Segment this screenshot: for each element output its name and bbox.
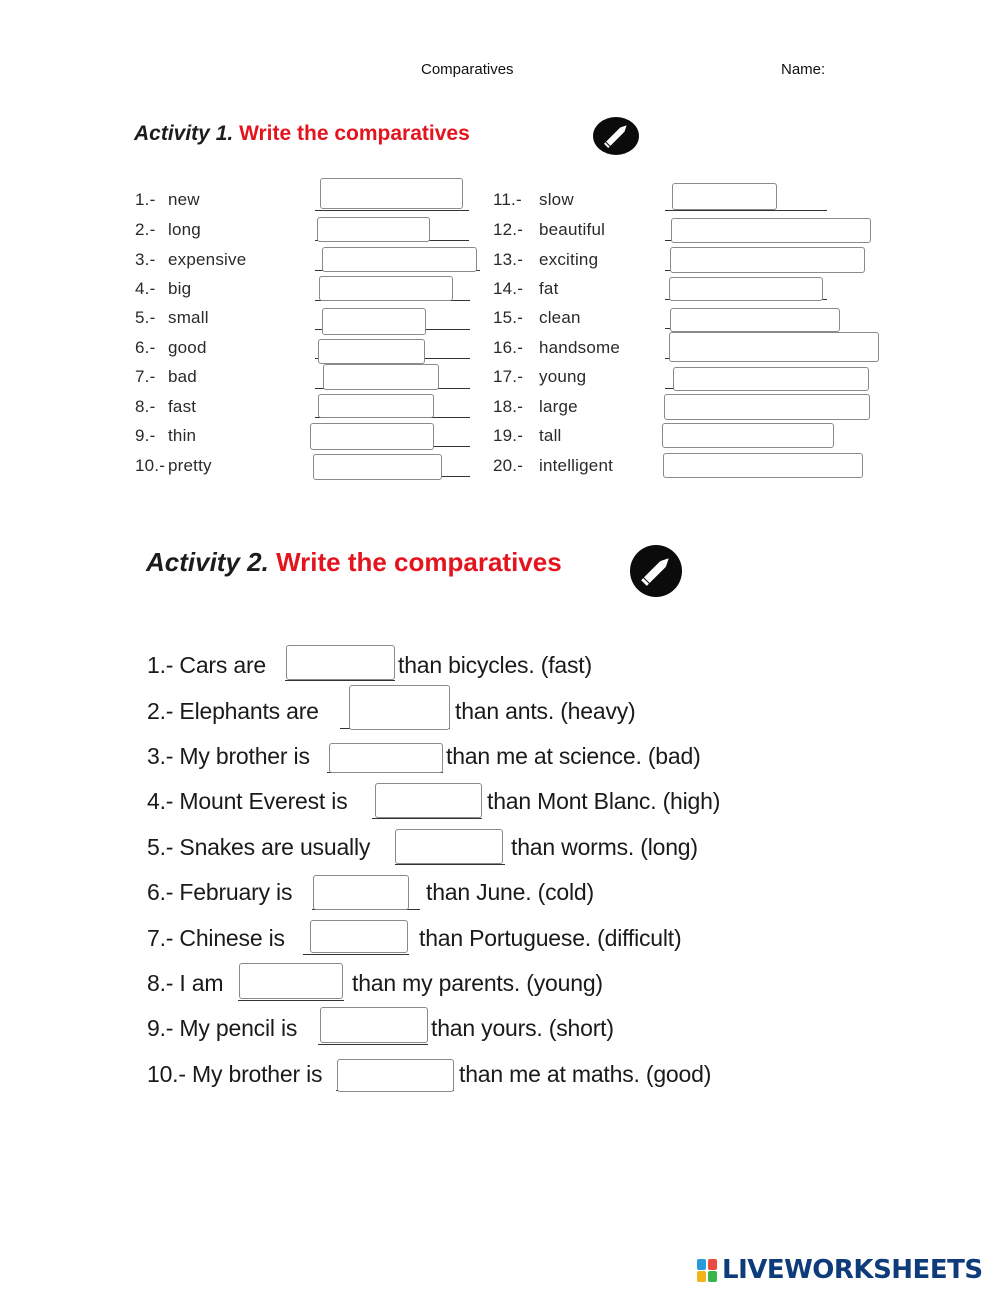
activity2-sentence-end: than June. (cold): [426, 879, 594, 905]
activity1-item-number: 8.-: [135, 397, 156, 416]
answer-underline: [238, 1000, 344, 1001]
activity1-heading: [134, 122, 470, 146]
activity1-item-number: 18.-: [493, 397, 524, 416]
answer-underline: [372, 818, 482, 819]
liveworksheets-logo-icon: [697, 1257, 719, 1283]
activity1-answer-input[interactable]: [313, 454, 442, 480]
activity1-item-word: good: [168, 338, 207, 357]
activity1-item-number: 3.-: [135, 250, 156, 269]
activity1-answer-input[interactable]: [322, 308, 426, 335]
activity1-item-word: slow: [539, 190, 574, 209]
activity2-sentence-start: 2.- Elephants are: [147, 698, 319, 724]
answer-underline: [303, 954, 409, 955]
activity1-item-word: tall: [539, 426, 562, 445]
activity1-answer-input[interactable]: [320, 178, 463, 209]
activity2-sentence-end: than Portuguese. (difficult): [419, 925, 682, 951]
activity2-answer-input[interactable]: [313, 875, 409, 910]
activity1-answer-input[interactable]: [317, 217, 430, 242]
activity2-answer-input[interactable]: [329, 743, 443, 773]
activity1-answer-input[interactable]: [322, 247, 477, 272]
answer-underline: [315, 210, 469, 211]
activity1-item-word: young: [539, 367, 587, 386]
activity1-item-word: fast: [168, 397, 197, 416]
activity2-answer-input[interactable]: [320, 1007, 428, 1043]
activity2-sentence-start: 4.- Mount Everest is: [147, 788, 348, 814]
activity1-item-word: bad: [168, 367, 197, 386]
activity2-label: Activity 2.: [146, 547, 269, 577]
activity1-item-number: 10.-: [135, 456, 166, 475]
liveworksheets-brand: LIVEWORKSHEETS: [722, 1255, 983, 1285]
activity2-sentence-end: than yours. (short): [431, 1015, 614, 1041]
activity2-sentence-end: than ants. (heavy): [455, 698, 636, 724]
activity1-answer-input[interactable]: [669, 332, 879, 362]
activity1-answer-input[interactable]: [319, 276, 453, 301]
activity1-item-number: 20.-: [493, 456, 524, 475]
activity1-answer-input[interactable]: [310, 423, 434, 450]
activity1-answer-input[interactable]: [673, 367, 869, 391]
activity1-item-number: 12.-: [493, 220, 524, 239]
activity2-heading: [146, 547, 562, 578]
activity1-item-word: beautiful: [539, 220, 606, 239]
activity2-sentence-end: than me at science. (bad): [446, 743, 701, 769]
answer-underline: [285, 680, 395, 681]
activity2-sentence-start: 10.- My brother is: [147, 1061, 323, 1087]
pencil-icon: [630, 545, 682, 597]
activity1-item-word: long: [168, 220, 201, 239]
activity1-item-number: 15.-: [493, 308, 524, 327]
activity2-sentence-end: than worms. (long): [511, 834, 698, 860]
activity1-answer-input[interactable]: [669, 277, 823, 301]
activity2-answer-input[interactable]: [239, 963, 343, 999]
activity1-item-number: 1.-: [135, 190, 156, 209]
activity2-answer-input[interactable]: [349, 685, 450, 730]
activity1-label: Activity 1.: [134, 122, 234, 145]
activity2-sentence-end: than Mont Blanc. (high): [487, 788, 721, 814]
activity2-answer-input[interactable]: [375, 783, 482, 818]
activity1-item-word: pretty: [168, 456, 212, 475]
activity1-answer-input[interactable]: [318, 339, 425, 364]
activity1-item-word: handsome: [539, 338, 620, 357]
activity1-item-number: 4.-: [135, 279, 156, 298]
activity2-sentence-end: than my parents. (young): [352, 970, 603, 996]
activity1-item-word: exciting: [539, 250, 599, 269]
activity2-sentence-start: 7.- Chinese is: [147, 925, 285, 951]
activity1-item-word: big: [168, 279, 192, 298]
activity1-item-number: 2.-: [135, 220, 156, 239]
liveworksheets-logo: [697, 1254, 983, 1286]
activity1-item-word: intelligent: [539, 456, 614, 475]
activity2-sentence-start: 5.- Snakes are usually: [147, 834, 371, 860]
activity2-sentence-start: 3.- My brother is: [147, 743, 310, 769]
activity1-item-word: small: [168, 308, 209, 327]
activity1-item-number: 14.-: [493, 279, 524, 298]
activity2-instruction: Write the comparatives: [276, 547, 562, 577]
activity1-answer-input[interactable]: [323, 364, 439, 390]
activity1-item-word: new: [168, 190, 200, 209]
activity1-answer-input[interactable]: [662, 423, 834, 448]
page-title: Comparatives: [421, 61, 514, 78]
activity2-sentence-start: 9.- My pencil is: [147, 1015, 298, 1041]
answer-underline: [318, 1044, 428, 1045]
activity1-item-word: large: [539, 397, 578, 416]
activity2-sentence-start: 8.- I am: [147, 970, 224, 996]
activity1-item-number: 7.-: [135, 367, 156, 386]
activity1-item-word: thin: [168, 426, 197, 445]
activity2-answer-input[interactable]: [310, 920, 408, 953]
activity1-item-word: clean: [539, 308, 581, 327]
pencil-icon: [593, 117, 639, 155]
name-label: Name:: [781, 61, 826, 78]
activity2-answer-input[interactable]: [395, 829, 503, 864]
activity2-sentence-start: 1.- Cars are: [147, 652, 267, 678]
activity2-answer-input[interactable]: [286, 645, 395, 680]
activity1-item-word: fat: [539, 279, 559, 298]
activity1-item-number: 17.-: [493, 367, 524, 386]
activity1-item-number: 6.-: [135, 338, 156, 357]
activity1-answer-input[interactable]: [672, 183, 777, 210]
activity2-sentence-start: 6.- February is: [147, 879, 293, 905]
activity1-item-number: 19.-: [493, 426, 524, 445]
activity1-answer-input[interactable]: [663, 453, 863, 478]
answer-underline: [665, 210, 827, 211]
activity1-item-number: 16.-: [493, 338, 524, 357]
activity2-sentence-end: than bicycles. (fast): [398, 652, 592, 678]
activity1-item-number: 13.-: [493, 250, 524, 269]
activity1-item-number: 5.-: [135, 308, 156, 327]
activity1-item-number: 9.-: [135, 426, 156, 445]
answer-underline: [395, 864, 505, 865]
activity1-answer-input[interactable]: [318, 394, 434, 418]
activity1-answer-input[interactable]: [664, 394, 870, 420]
activity2-sentence-end: than me at maths. (good): [459, 1061, 712, 1087]
activity1-item-number: 11.-: [493, 190, 522, 209]
activity1-item-word: expensive: [168, 250, 247, 269]
activity1-answer-input[interactable]: [670, 308, 840, 332]
activity1-answer-input[interactable]: [671, 218, 871, 243]
activity1-instruction: Write the comparatives: [239, 122, 470, 145]
activity1-answer-input[interactable]: [670, 247, 865, 273]
activity2-answer-input[interactable]: [337, 1059, 454, 1092]
